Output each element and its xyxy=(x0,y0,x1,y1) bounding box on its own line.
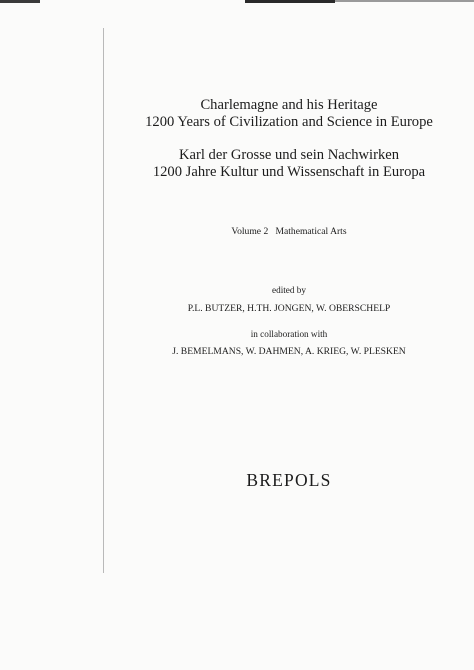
title-german-line-2: 1200 Jahre Kultur und Wissenschaft in Europa xyxy=(152,164,426,180)
title-english-line-1: Charlemagne and his Heritage xyxy=(200,97,378,113)
scan-edge-mark xyxy=(335,0,474,2)
scan-edge-mark xyxy=(245,0,335,3)
title-english-line-2: 1200 Years of Civilization and Science in Europe xyxy=(145,114,433,130)
editors-list: P.L. BUTZER, H.TH. JONGEN, W. OBERSCHELP xyxy=(187,303,391,314)
title-german-line-1: Karl der Grosse und sein Nachwirken xyxy=(178,147,400,163)
collaboration-label: in collaboration with xyxy=(250,329,328,339)
collaborators-list: J. BEMELMANS, W. DAHMEN, A. KRIEG, W. PLESKEN xyxy=(172,346,406,357)
volume-line: Volume 2 Mathematical Arts xyxy=(231,226,347,237)
edited-by-label: edited by xyxy=(272,285,306,295)
publisher-name: BREPOLS xyxy=(246,470,332,490)
scan-edge-mark xyxy=(0,0,40,3)
